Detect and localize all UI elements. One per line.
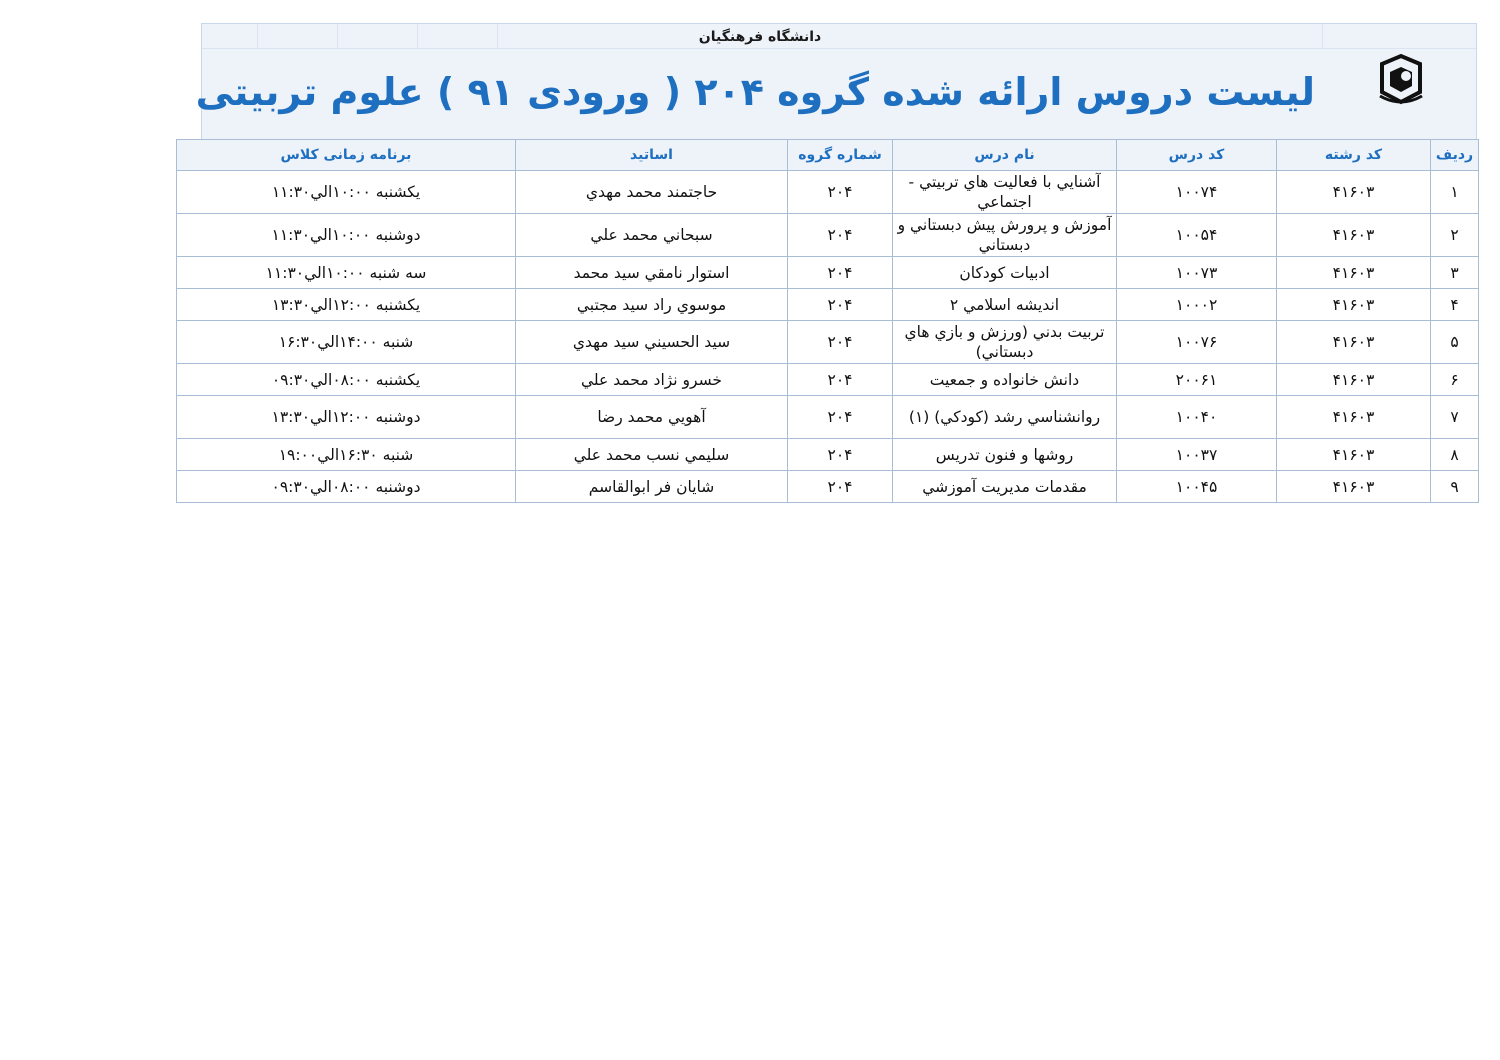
courses-table (176, 139, 1479, 503)
cell-schedule: دوشنبه ۱۲:۰۰الي۱۳:۳۰ (177, 396, 516, 439)
cell-major-code: ۴۱۶۰۳ (1277, 321, 1431, 364)
table-row (177, 471, 1479, 503)
cell-course-name: روشها و فنون تدريس (893, 439, 1117, 471)
cell-course-name: روانشناسي رشد (كودكي) (۱) (893, 396, 1117, 439)
cell-instructor: موسوي راد سيد مجتبي (516, 289, 788, 321)
cell-instructor: حاجتمند محمد مهدي (516, 171, 788, 214)
university-name: دانشگاه فرهنگیان (698, 29, 822, 45)
cell-major-code: ۴۱۶۰۳ (1277, 289, 1431, 321)
cell-schedule: دوشنبه ۰۸:۰۰الي۰۹:۳۰ (177, 471, 516, 503)
cell-row-number: ۶ (1431, 364, 1479, 396)
table-row (177, 439, 1479, 471)
col-header-course-code: کد درس (1117, 140, 1277, 171)
cell-group-number: ۲۰۴ (788, 289, 893, 321)
university-logo-icon (1376, 52, 1426, 110)
cell-row-number: ۲ (1431, 214, 1479, 257)
cell-course-code: ۱۰۰۴۵ (1117, 471, 1277, 503)
cell-course-code: ۱۰۰۷۶ (1117, 321, 1277, 364)
cell-course-code: ۱۰۰۳۷ (1117, 439, 1277, 471)
cell-course-name: آشنايي با فعاليت هاي تربيتي - اجتماعي (893, 171, 1117, 214)
cell-instructor: سليمي نسب محمد علي (516, 439, 788, 471)
cell-row-number: ۴ (1431, 289, 1479, 321)
cell-major-code: ۴۱۶۰۳ (1277, 257, 1431, 289)
cell-course-code: ۱۰۰۵۴ (1117, 214, 1277, 257)
cell-row-number: ۸ (1431, 439, 1479, 471)
col-header-instructors: اساتید (516, 140, 788, 171)
cell-group-number: ۲۰۴ (788, 321, 893, 364)
cell-row-number: ۹ (1431, 471, 1479, 503)
cell-instructor: خسرو نژاد محمد علي (516, 364, 788, 396)
cell-group-number: ۲۰۴ (788, 471, 893, 503)
col-header-group-number: شماره گروه (788, 140, 893, 171)
cell-major-code: ۴۱۶۰۳ (1277, 364, 1431, 396)
cell-course-name: دانش خانواده و جمعيت (893, 364, 1117, 396)
cell-major-code: ۴۱۶۰۳ (1277, 396, 1431, 439)
cell-major-code: ۴۱۶۰۳ (1277, 214, 1431, 257)
cell-group-number: ۲۰۴ (788, 257, 893, 289)
cell-schedule: دوشنبه ۱۰:۰۰الي۱۱:۳۰ (177, 214, 516, 257)
table-row (177, 396, 1479, 439)
col-header-major-code: کد رشته (1277, 140, 1431, 171)
cell-course-code: ۱۰۰۴۰ (1117, 396, 1277, 439)
col-header-class-schedule: برنامه زمانی کلاس (177, 140, 516, 171)
table-row (177, 364, 1479, 396)
table-row (177, 171, 1479, 214)
cell-group-number: ۲۰۴ (788, 439, 893, 471)
table-row (177, 321, 1479, 364)
cell-instructor: استوار نامقي سيد محمد (516, 257, 788, 289)
cell-schedule: سه شنبه ۱۰:۰۰الي۱۱:۳۰ (177, 257, 516, 289)
col-header-course-name: نام درس (893, 140, 1117, 171)
cell-schedule: يكشنبه ۱۰:۰۰الي۱۱:۳۰ (177, 171, 516, 214)
cell-course-name: انديشه اسلامي ۲ (893, 289, 1117, 321)
cell-course-code: ۱۰۰۷۳ (1117, 257, 1277, 289)
cell-major-code: ۴۱۶۰۳ (1277, 439, 1431, 471)
cell-schedule: شنبه ۱۶:۳۰الي۱۹:۰۰ (177, 439, 516, 471)
cell-group-number: ۲۰۴ (788, 214, 893, 257)
cell-row-number: ۷ (1431, 396, 1479, 439)
cell-group-number: ۲۰۴ (788, 171, 893, 214)
cell-course-name: تربيت بدني (ورزش و بازي هاي دبستاني) (893, 321, 1117, 364)
cell-group-number: ۲۰۴ (788, 364, 893, 396)
cell-major-code: ۴۱۶۰۳ (1277, 171, 1431, 214)
col-header-row-number: ردیف (1431, 140, 1479, 171)
cell-course-name: آموزش و پرورش پيش دبستاني و دبستاني (893, 214, 1117, 257)
table-row (177, 257, 1479, 289)
cell-course-code: ۱۰۰۷۴ (1117, 171, 1277, 214)
cell-schedule: يكشنبه ۱۲:۰۰الي۱۳:۳۰ (177, 289, 516, 321)
cell-instructor: سبحاني محمد علي (516, 214, 788, 257)
cell-instructor: سيد الحسيني سيد مهدي (516, 321, 788, 364)
cell-course-name: ادبيات كودكان (893, 257, 1117, 289)
cell-row-number: ۵ (1431, 321, 1479, 364)
cell-row-number: ۱ (1431, 171, 1479, 214)
table-row (177, 214, 1479, 257)
cell-major-code: ۴۱۶۰۳ (1277, 471, 1431, 503)
cell-instructor: آهويي محمد رضا (516, 396, 788, 439)
cell-course-code: ۱۰۰۰۲ (1117, 289, 1277, 321)
cell-instructor: شايان فر ابوالقاسم (516, 471, 788, 503)
table-row (177, 289, 1479, 321)
cell-course-code: ۲۰۰۶۱ (1117, 364, 1277, 396)
page-title: لیست دروس ارائه شده گروه ۲۰۴ ( ورودی ۹۱ ) علوم تربیتی (195, 70, 1315, 114)
cell-course-name: مقدمات مديريت آموزشي (893, 471, 1117, 503)
cell-group-number: ۲۰۴ (788, 396, 893, 439)
table-header-row (177, 140, 1479, 171)
cell-schedule: يكشنبه ۰۸:۰۰الي۰۹:۳۰ (177, 364, 516, 396)
cell-row-number: ۳ (1431, 257, 1479, 289)
cell-schedule: شنبه ۱۴:۰۰الي۱۶:۳۰ (177, 321, 516, 364)
